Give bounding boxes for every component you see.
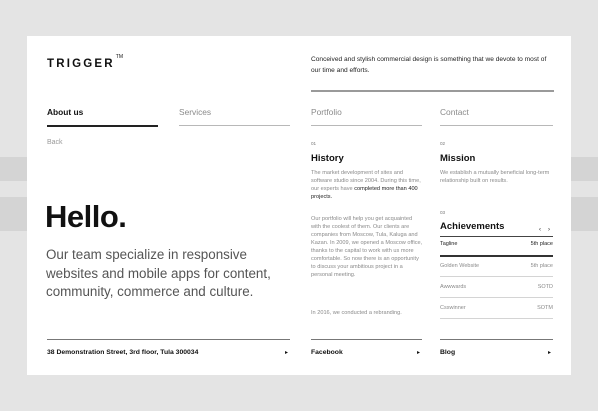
history-number: 01 [311,141,317,146]
achievement-row-divider [440,318,553,319]
achievement-row-divider [440,297,553,298]
tab-services[interactable]: Services [179,107,212,117]
mission-number: 02 [440,141,446,146]
achievement-place: SOTD [537,284,553,290]
achievements-prev-arrow[interactable]: ‹ [539,227,541,233]
history-title: History [311,153,344,164]
logo[interactable] [47,54,124,70]
tab-portfolio-underline [311,125,422,126]
mission-title: Mission [440,153,476,164]
history-paragraph-3: In 2016, we conducted a rebranding. [311,310,402,316]
achievements-number: 03 [440,210,446,215]
footer-divider-facebook [311,339,422,340]
tab-portfolio[interactable]: Portfolio [311,107,342,117]
logo-text: TRIGGER [47,58,115,70]
achievements-divider [440,236,553,237]
achievements-next-arrow[interactable]: › [548,227,550,233]
arrow-right-icon[interactable]: ▸ [548,350,552,356]
footer-address[interactable]: 38 Demonstration Street, 3rd floor, Tula 300034 [47,349,199,356]
footer-divider-blog [440,339,553,340]
achievement-row [440,305,553,311]
achievement-name: Tagline [440,241,458,247]
footer-blog-link[interactable]: Blog [440,349,456,356]
achievement-place: SOTM [537,305,553,311]
header-tagline: Conceived and stylish commercial design is something that we devote to most of our time and efforts. [311,56,547,74]
back-link[interactable]: Back [47,139,63,146]
tab-contact-underline [440,125,553,126]
footer-facebook-link[interactable]: Facebook [311,349,343,356]
history-p1-highlight: completed more than 400 projects. [311,186,418,200]
hero-lead: Our team specialize in responsive websites and mobile apps for content, community, commerce and culture. [46,247,271,299]
footer-divider-address [47,339,290,340]
achievements-title: Achievements [440,221,505,232]
mission-text: We establish a mutually beneficial long-term relationship built on results. [440,170,550,184]
achievement-place: 5th place [530,241,553,247]
tab-contact[interactable]: Contact [440,107,469,117]
tab-about-us-underline [47,125,158,127]
history-p1-text: The market development of sites and software studio since 2004. During this time, our experts have [311,170,421,192]
achievement-name: Golden Website [440,263,480,269]
achievement-row [440,284,553,290]
achievement-name: Csswinner [440,305,466,311]
arrow-right-icon[interactable]: ▸ [417,350,421,356]
header-divider [311,90,554,92]
tab-services-underline [179,125,290,126]
trademark-mark: TM [115,54,124,61]
arrow-right-icon[interactable]: ▸ [285,350,289,356]
tab-about-us[interactable]: About us [47,107,84,117]
achievement-row [440,263,553,269]
achievement-row [440,241,553,247]
history-paragraph-1 [311,169,423,201]
achievement-place: 5th place [530,263,553,269]
history-paragraph-2: Our portfolio will help you get acquainted with the coolest of them. Our clients are companies from Moscow, Tula, Kaluga and Kazan. In 2009, we opened a Moscow office, thanks to the capital to work with us more comfortable. So now there is an opportunity to discuss your ambitious project in a personal meeting. [311,216,423,278]
achievement-name: Awwwards [440,284,467,290]
hero-title: Hello. [45,199,127,234]
achievement-row-divider [440,276,553,277]
page-card [27,36,571,375]
achievement-row-divider [440,255,553,257]
